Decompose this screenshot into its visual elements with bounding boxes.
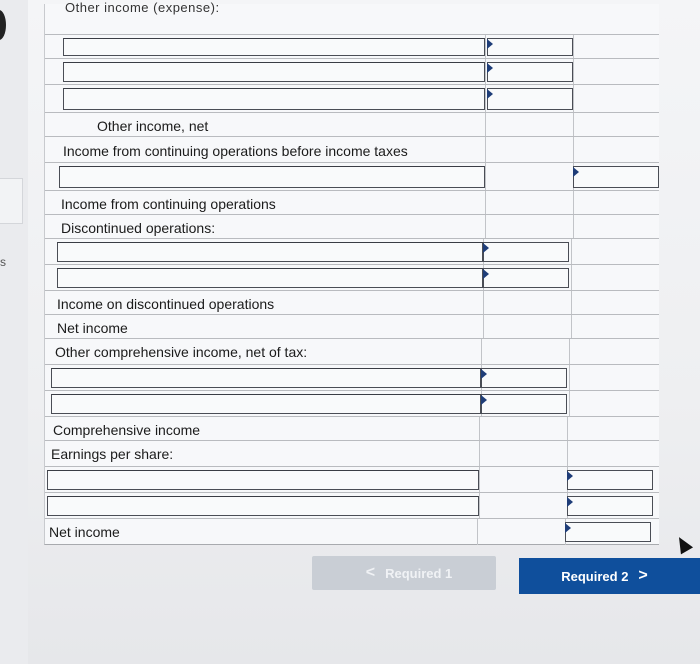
column-divider	[485, 163, 486, 191]
table-row	[45, 314, 659, 339]
amount-input[interactable]	[483, 242, 569, 262]
row-label: Other comprehensive income, net of tax:	[55, 344, 308, 360]
amount-input[interactable]	[481, 368, 567, 388]
row-label: Income from continuing operations before income taxes	[63, 143, 408, 159]
table-row	[45, 264, 659, 291]
table-row	[45, 364, 659, 391]
column-divider	[485, 137, 486, 163]
cell-flag-icon	[487, 39, 493, 49]
amount-input[interactable]	[487, 88, 573, 110]
cell-flag-icon	[481, 395, 487, 405]
previous-required-button[interactable]	[312, 556, 496, 590]
label-input[interactable]	[51, 394, 481, 414]
cell-flag-icon	[567, 497, 573, 507]
table-row	[45, 214, 659, 239]
left-edge-marker	[0, 10, 6, 40]
column-divider	[569, 365, 570, 391]
column-divider	[485, 85, 486, 113]
cell-flag-icon	[567, 471, 573, 481]
label-input[interactable]	[47, 470, 479, 490]
table-row	[45, 162, 659, 191]
table-row	[45, 112, 659, 137]
next-required-button[interactable]	[519, 558, 700, 594]
table-row	[45, 492, 659, 519]
table-row	[45, 136, 659, 163]
column-divider	[573, 215, 574, 239]
mouse-cursor-icon	[673, 534, 693, 555]
column-divider	[573, 85, 574, 113]
label-input[interactable]	[51, 368, 481, 388]
cell-flag-icon	[487, 63, 493, 73]
column-divider	[483, 291, 484, 315]
chevron-left-icon: <	[365, 564, 376, 581]
table-row	[45, 390, 659, 417]
column-divider	[569, 391, 570, 417]
cell-flag-icon	[565, 523, 571, 533]
next-button-label: Required 2	[561, 568, 629, 584]
amount-input[interactable]	[567, 496, 653, 516]
cell-flag-icon	[481, 369, 487, 379]
row-label: Earnings per share:	[51, 446, 174, 462]
column-divider	[479, 467, 480, 493]
column-divider	[573, 59, 574, 85]
column-divider	[485, 215, 486, 239]
row-label: Comprehensive income	[53, 422, 201, 438]
amount-input[interactable]	[565, 522, 651, 542]
table-row	[45, 34, 659, 59]
column-divider	[479, 493, 480, 519]
previous-button-label: Required 1	[385, 565, 453, 581]
amount-input[interactable]	[573, 166, 659, 188]
table-row	[45, 416, 659, 441]
cell-flag-icon	[573, 167, 579, 177]
column-divider	[567, 417, 568, 441]
table-row	[45, 84, 659, 113]
cell-flag-icon	[483, 243, 489, 253]
row-label: Net income	[57, 320, 128, 336]
table-row	[45, 338, 659, 365]
label-input[interactable]	[63, 62, 485, 82]
column-divider	[573, 113, 574, 137]
column-divider	[479, 441, 480, 467]
row-label: Income on discontinued operations	[57, 296, 275, 312]
table-row	[45, 518, 659, 545]
income-statement-worksheet	[44, 0, 659, 545]
cut-off-heading: Other income (expense):	[65, 0, 220, 15]
column-divider	[477, 519, 478, 545]
table-row	[45, 290, 659, 315]
column-divider	[485, 35, 486, 59]
label-input[interactable]	[63, 38, 485, 56]
column-divider	[567, 441, 568, 467]
label-input[interactable]	[59, 166, 485, 188]
column-divider	[483, 315, 484, 339]
amount-input[interactable]	[481, 394, 567, 414]
table-row	[45, 58, 659, 85]
label-input[interactable]	[57, 268, 483, 288]
row-label: Other income, net	[97, 118, 209, 134]
table-row	[45, 238, 659, 265]
cell-flag-icon	[487, 89, 493, 99]
cell-flag-icon	[483, 269, 489, 279]
column-divider	[481, 339, 482, 365]
row-label: Discontinued operations:	[61, 220, 216, 236]
column-divider	[573, 35, 574, 59]
column-divider	[571, 265, 572, 291]
left-panel-edge	[0, 0, 28, 664]
column-divider	[485, 59, 486, 85]
column-divider	[571, 291, 572, 315]
row-label: Net income	[49, 524, 120, 540]
amount-input[interactable]	[567, 470, 653, 490]
chevron-right-icon: >	[638, 567, 648, 584]
label-input[interactable]	[63, 88, 485, 110]
label-input[interactable]	[47, 496, 479, 516]
column-divider	[479, 417, 480, 441]
amount-input[interactable]	[487, 38, 573, 56]
label-input[interactable]	[57, 242, 483, 262]
left-edge-letter: s	[0, 255, 6, 269]
column-divider	[573, 191, 574, 215]
column-divider	[485, 113, 486, 137]
amount-input[interactable]	[487, 62, 573, 82]
table-row	[45, 466, 659, 493]
column-divider	[485, 191, 486, 215]
amount-input[interactable]	[483, 268, 569, 288]
table-row	[45, 440, 659, 467]
column-divider	[569, 339, 570, 365]
column-divider	[571, 315, 572, 339]
column-divider	[571, 239, 572, 265]
column-divider	[573, 137, 574, 163]
table-row	[45, 190, 659, 215]
row-label: Income from continuing operations	[61, 196, 276, 212]
left-edge-box	[0, 178, 23, 224]
